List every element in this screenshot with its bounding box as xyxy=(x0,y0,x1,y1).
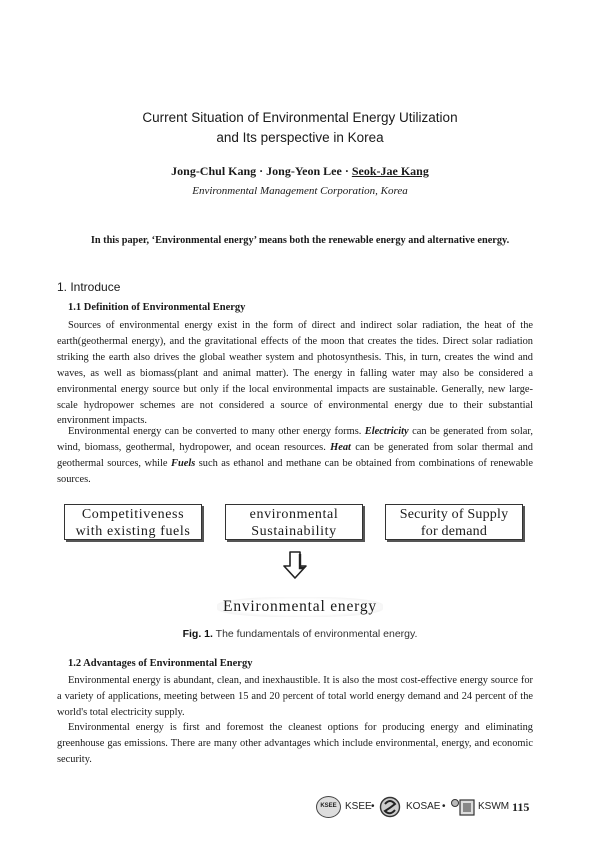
footer-org-kswm: KSWM xyxy=(478,801,510,812)
p2-text-a: Environmental energy can be converted to many other energy forms. xyxy=(68,426,365,437)
result-label: Environmental energy xyxy=(217,597,383,617)
footer-org-kosae: KOSAE xyxy=(406,801,441,812)
footer-bullet-1: • xyxy=(371,801,375,812)
figure-box-security xyxy=(385,504,523,540)
p2-term-heat: Heat xyxy=(330,441,351,453)
paper-title-line1: Current Situation of Environmental Energy Utilization xyxy=(142,110,458,125)
page-number: 115 xyxy=(512,800,530,814)
abstract: In this paper, ‘Environmental energy’ means both the renewable energy and alternative energy. xyxy=(90,235,510,246)
paragraph-advantages-2: Environmental energy is first and foremost the cleanest options for producing energy and eliminating greenhouse gas emissions. There are many other advantages which include environmental, energy, and economic security. xyxy=(57,722,533,765)
footer-bullet-2: • xyxy=(442,801,446,812)
box3-line2: for demand xyxy=(420,524,488,539)
box2-line2: Sustainability xyxy=(251,524,337,539)
caption-text: The fundamentals of environmental energy. xyxy=(212,628,418,640)
paragraph-definition-2 xyxy=(57,424,533,488)
kswm-logo-icon xyxy=(450,797,476,817)
box2-line1: environmental xyxy=(249,507,339,522)
subsection-heading-definition: 1.1 Definition of Environmental Energy xyxy=(68,302,246,313)
p2-term-electricity: Electricity xyxy=(364,426,409,437)
kosae-logo-icon xyxy=(379,796,401,818)
caption-label: Fig. 1. xyxy=(182,628,213,640)
figure-caption xyxy=(0,628,600,640)
figure-result-environmental-energy xyxy=(0,597,600,617)
footer-org-ksee: KSEE xyxy=(345,801,372,812)
authors-plain: Jong-Chul Kang · Jong-Yeon Lee · xyxy=(171,164,352,178)
figure-box-sustainability xyxy=(225,504,363,540)
box1-line1: Competitiveness xyxy=(81,507,185,522)
paper-title-line2: and Its perspective in Korea xyxy=(216,130,384,145)
affiliation: Environmental Management Corporation, Korea xyxy=(192,185,408,197)
p2-text-g: such as ethanol and methane can be obtained from combinations of renewable sources. xyxy=(57,457,533,485)
down-arrow-icon xyxy=(283,551,307,579)
p2-text-c: can be generated from solar, wind, biomass, geothermal, hydropower, and ocean resources. xyxy=(57,426,534,453)
paragraph-definition-1: Sources of environmental energy exist in the form of direct and indirect solar radiation, the heat of the earth(geothermal energy), and the gravitational effects of the moon that creates the tides. Direct solar radiation striking the earth also drives the global weather system and photosynthesis. This, in turn, creates the wind and waves, as well as biomass(plant and animal matter). The energy in falling water may also be considered a environmental energy source but only if the local environmental impacts are sustainable. Generally, new large-scale hydropower schemes are not considered a source of environmental energy due to their substantial environment impacts. xyxy=(57,320,533,427)
paragraph-advantages-1: Environmental energy is abundant, clean, and inexhaustible. It is also the most cost-effective energy source for a variety of applications, meeting between 15 and 20 percent of total world energy demand and 24 percent of the world's total electricity supply. xyxy=(57,675,533,718)
p2-term-fuels: Fuels xyxy=(171,457,196,469)
figure-box-competitiveness xyxy=(64,504,202,540)
subsection-heading-advantages: 1.2 Advantages of Environmental Energy xyxy=(68,658,253,669)
corresponding-author: Seok-Jae Kang xyxy=(351,164,429,178)
box3-line1: Security of Supply xyxy=(399,507,509,522)
ksee-logo-icon: KSEE xyxy=(316,796,341,818)
section-heading-introduce: 1. Introduce xyxy=(57,280,121,294)
box1-line2: with existing fuels xyxy=(75,524,191,539)
p2-text-e: can be generated from solar thermal and geothermal sources, while xyxy=(57,441,533,469)
authors xyxy=(0,164,600,179)
